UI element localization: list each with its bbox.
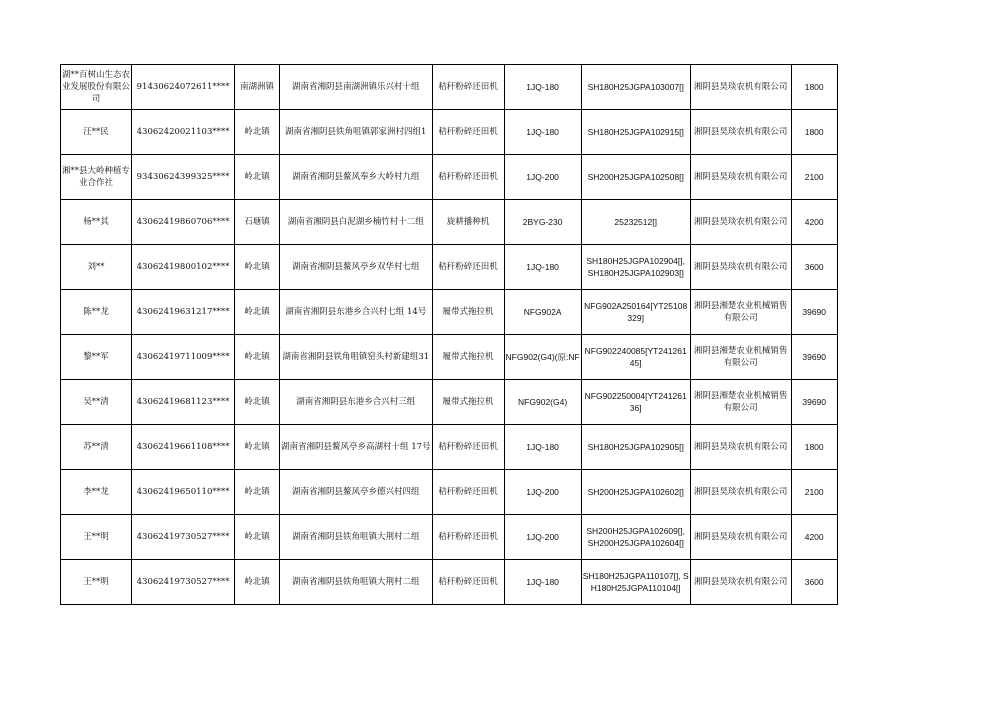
machine-type-cell: 履带式拖拉机 bbox=[432, 335, 504, 380]
address-cell: 湖南省湘阴县东港乡合兴村七组 14号 bbox=[280, 290, 433, 335]
dealer-cell: 湘阴县昊琰农机有限公司 bbox=[690, 110, 791, 155]
dealer-cell: 湘阴县昊琰农机有限公司 bbox=[690, 425, 791, 470]
town-cell: 岭北镇 bbox=[235, 515, 280, 560]
dealer-cell: 湘阴县昊琰农机有限公司 bbox=[690, 65, 791, 110]
dealer-cell: 湘阴县昊琰农机有限公司 bbox=[690, 200, 791, 245]
dealer-cell: 湘阴县昊琰农机有限公司 bbox=[690, 245, 791, 290]
serial-number-cell: SH180H25JGPA102905[] bbox=[581, 425, 690, 470]
model-cell: 1JQ-200 bbox=[504, 515, 581, 560]
model-cell: NFG902(G4)(原:NF bbox=[504, 335, 581, 380]
id-number-cell: 91430624072611**** bbox=[132, 65, 235, 110]
table-row bbox=[61, 515, 838, 560]
subsidy-amount-cell: 39690 bbox=[791, 290, 837, 335]
table-row bbox=[61, 290, 838, 335]
buyer-name-cell: 杨**其 bbox=[61, 200, 132, 245]
address-cell: 湖南省湘阴县铁角咀镇郭家洲村四组1 bbox=[280, 110, 433, 155]
serial-number-cell: SH200H25JGPA102508[] bbox=[581, 155, 690, 200]
serial-number-cell: NFG902250004[YT24126136] bbox=[581, 380, 690, 425]
subsidy-amount-cell: 39690 bbox=[791, 380, 837, 425]
id-number-cell: 93430624399325**** bbox=[132, 155, 235, 200]
table-row bbox=[61, 110, 838, 155]
town-cell: 岭北镇 bbox=[235, 245, 280, 290]
address-cell: 湖南省湘阴县东港乡合兴村三组 bbox=[280, 380, 433, 425]
subsidy-amount-cell: 1800 bbox=[791, 425, 837, 470]
buyer-name-cell: 黎**军 bbox=[61, 335, 132, 380]
serial-number-cell: SH180H25JGPA110107[], SH180H25JGPA110104[] bbox=[581, 560, 690, 605]
subsidy-amount-cell: 3600 bbox=[791, 560, 837, 605]
table-row bbox=[61, 155, 838, 200]
buyer-name-cell: 王**明 bbox=[61, 515, 132, 560]
subsidy-amount-cell: 2100 bbox=[791, 470, 837, 515]
address-cell: 湖南省湘阴县鳌风亭乡双华村七组 bbox=[280, 245, 433, 290]
subsidy-table bbox=[60, 64, 838, 605]
table-row bbox=[61, 380, 838, 425]
model-cell: 1JQ-180 bbox=[504, 560, 581, 605]
serial-number-cell: 25232512[] bbox=[581, 200, 690, 245]
machine-type-cell: 履带式拖拉机 bbox=[432, 380, 504, 425]
subsidy-table-container bbox=[60, 64, 838, 605]
id-number-cell: 43062419711009**** bbox=[132, 335, 235, 380]
buyer-name-cell: 陈**龙 bbox=[61, 290, 132, 335]
town-cell: 南湖洲镇 bbox=[235, 65, 280, 110]
machine-type-cell: 秸秆粉碎还田机 bbox=[432, 515, 504, 560]
model-cell: NFG902(G4) bbox=[504, 380, 581, 425]
town-cell: 岭北镇 bbox=[235, 110, 280, 155]
machine-type-cell: 秸秆粉碎还田机 bbox=[432, 155, 504, 200]
buyer-name-cell: 吴**清 bbox=[61, 380, 132, 425]
address-cell: 湖南省湘阴县白泥湖乡楠竹村十二组 bbox=[280, 200, 433, 245]
dealer-cell: 湘阴县昊琰农机有限公司 bbox=[690, 560, 791, 605]
id-number-cell: 43062420021103**** bbox=[132, 110, 235, 155]
town-cell: 岭北镇 bbox=[235, 290, 280, 335]
table-row bbox=[61, 65, 838, 110]
model-cell: NFG902A bbox=[504, 290, 581, 335]
subsidy-amount-cell: 4200 bbox=[791, 200, 837, 245]
address-cell: 湖南省湘阴县铁角咀镇大荆村二组 bbox=[280, 515, 433, 560]
address-cell: 湖南省湘阴县鳌风奉乡大岭村九组 bbox=[280, 155, 433, 200]
model-cell: 1JQ-200 bbox=[504, 470, 581, 515]
subsidy-amount-cell: 4200 bbox=[791, 515, 837, 560]
id-number-cell: 43062419860706**** bbox=[132, 200, 235, 245]
model-cell: 1JQ-180 bbox=[504, 65, 581, 110]
id-number-cell: 43062419800102**** bbox=[132, 245, 235, 290]
town-cell: 岭北镇 bbox=[235, 425, 280, 470]
machine-type-cell: 秸秆粉碎还田机 bbox=[432, 560, 504, 605]
buyer-name-cell: 湖**百树山生态农业发展股份有限公司 bbox=[61, 65, 132, 110]
model-cell: 1JQ-180 bbox=[504, 245, 581, 290]
table-row bbox=[61, 200, 838, 245]
id-number-cell: 43062419661108**** bbox=[132, 425, 235, 470]
id-number-cell: 43062419650110**** bbox=[132, 470, 235, 515]
dealer-cell: 湘阴县昊琰农机有限公司 bbox=[690, 515, 791, 560]
id-number-cell: 43062419730527**** bbox=[132, 560, 235, 605]
machine-type-cell: 秸秆粉碎还田机 bbox=[432, 470, 504, 515]
address-cell: 湖南省湘阴县铁角咀镇大荆村二组 bbox=[280, 560, 433, 605]
buyer-name-cell: 汪**民 bbox=[61, 110, 132, 155]
address-cell: 湖南省湘阴县南湖洲镇乐兴村十组 bbox=[280, 65, 433, 110]
machine-type-cell: 秸秆粉碎还田机 bbox=[432, 110, 504, 155]
buyer-name-cell: 湘**县大岭种植专业合作社 bbox=[61, 155, 132, 200]
address-cell: 湖南省湘阴县铁角咀镇窑头村新建组31 bbox=[280, 335, 433, 380]
town-cell: 石塘镇 bbox=[235, 200, 280, 245]
machine-type-cell: 秸秆粉碎还田机 bbox=[432, 245, 504, 290]
serial-number-cell: NFG902A250164[YT25108329] bbox=[581, 290, 690, 335]
machine-type-cell: 履带式拖拉机 bbox=[432, 290, 504, 335]
model-cell: 1JQ-200 bbox=[504, 155, 581, 200]
dealer-cell: 湘阴县湘楚农业机械销售有限公司 bbox=[690, 290, 791, 335]
machine-type-cell: 秸秆粉碎还田机 bbox=[432, 65, 504, 110]
table-row bbox=[61, 335, 838, 380]
machine-type-cell: 秸秆粉碎还田机 bbox=[432, 425, 504, 470]
serial-number-cell: SH180H25JGPA102915[] bbox=[581, 110, 690, 155]
id-number-cell: 43062419681123**** bbox=[132, 380, 235, 425]
serial-number-cell: SH180H25JGPA102904[], SH180H25JGPA102903[] bbox=[581, 245, 690, 290]
id-number-cell: 43062419730527**** bbox=[132, 515, 235, 560]
subsidy-amount-cell: 39690 bbox=[791, 335, 837, 380]
table-row bbox=[61, 470, 838, 515]
dealer-cell: 湘阴县湘楚农业机械销售有限公司 bbox=[690, 335, 791, 380]
town-cell: 岭北镇 bbox=[235, 470, 280, 515]
buyer-name-cell: 苏**清 bbox=[61, 425, 132, 470]
model-cell: 2BYG-230 bbox=[504, 200, 581, 245]
dealer-cell: 湘阴县湘楚农业机械销售有限公司 bbox=[690, 380, 791, 425]
dealer-cell: 湘阴县昊琰农机有限公司 bbox=[690, 155, 791, 200]
address-cell: 湖南省湘阴县鳌风亭乡德兴村四组 bbox=[280, 470, 433, 515]
subsidy-amount-cell: 1800 bbox=[791, 65, 837, 110]
serial-number-cell: SH200H25JGPA102602[] bbox=[581, 470, 690, 515]
address-cell: 湖南省湘阴县鳌风亭乡高湖村十组 17号 bbox=[280, 425, 433, 470]
subsidy-amount-cell: 2100 bbox=[791, 155, 837, 200]
id-number-cell: 43062419631217**** bbox=[132, 290, 235, 335]
buyer-name-cell: 李**龙 bbox=[61, 470, 132, 515]
buyer-name-cell: 刘** bbox=[61, 245, 132, 290]
machine-type-cell: 旋耕播种机 bbox=[432, 200, 504, 245]
serial-number-cell: NFG902240085[YT24126145] bbox=[581, 335, 690, 380]
subsidy-amount-cell: 3600 bbox=[791, 245, 837, 290]
table-row bbox=[61, 425, 838, 470]
town-cell: 岭北镇 bbox=[235, 380, 280, 425]
model-cell: 1JQ-180 bbox=[504, 110, 581, 155]
town-cell: 岭北镇 bbox=[235, 155, 280, 200]
subsidy-amount-cell: 1800 bbox=[791, 110, 837, 155]
table-row bbox=[61, 245, 838, 290]
model-cell: 1JQ-180 bbox=[504, 425, 581, 470]
town-cell: 岭北镇 bbox=[235, 335, 280, 380]
serial-number-cell: SH200H25JGPA102609[], SH200H25JGPA102604[] bbox=[581, 515, 690, 560]
town-cell: 岭北镇 bbox=[235, 560, 280, 605]
serial-number-cell: SH180H25JGPA103007[] bbox=[581, 65, 690, 110]
buyer-name-cell: 王**明 bbox=[61, 560, 132, 605]
table-row bbox=[61, 560, 838, 605]
dealer-cell: 湘阴县昊琰农机有限公司 bbox=[690, 470, 791, 515]
